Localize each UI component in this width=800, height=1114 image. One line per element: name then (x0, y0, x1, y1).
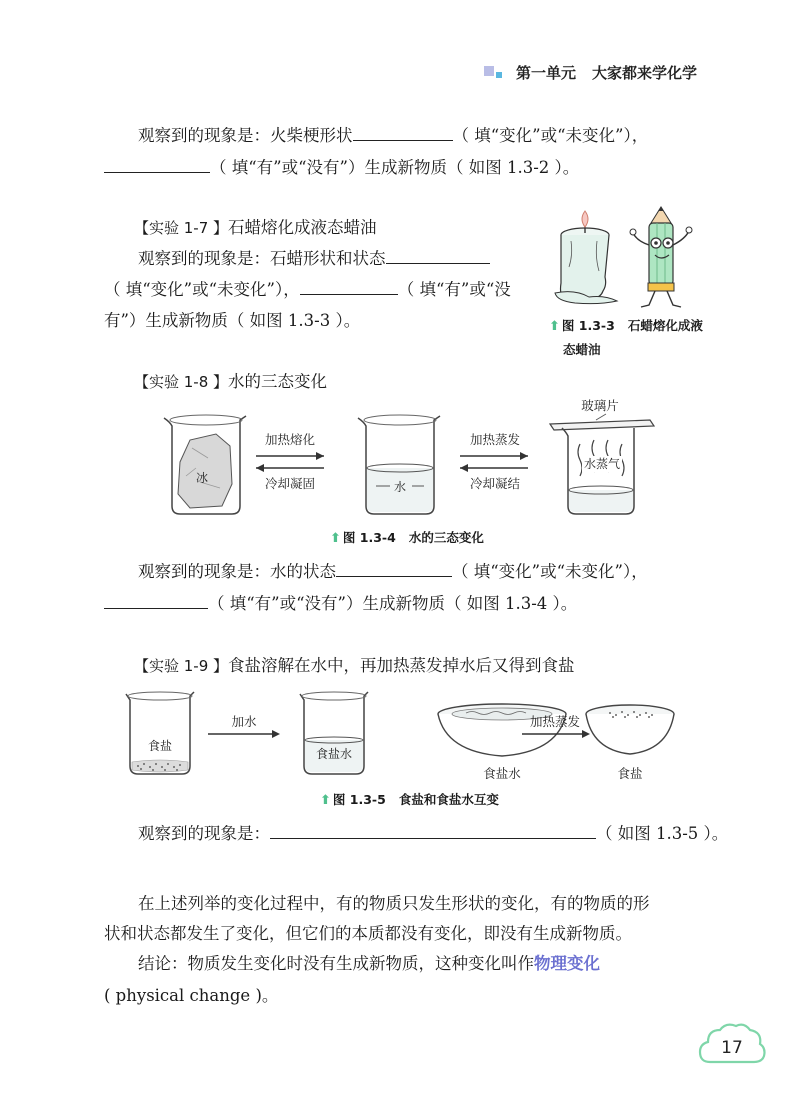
add-water-label: 加水 (231, 714, 257, 729)
summary-line2 (104, 918, 632, 950)
caption-arrow-icon: ⬆ (320, 793, 331, 808)
exp8-blank-1[interactable] (336, 560, 452, 578)
exp8-blank-2[interactable] (104, 592, 208, 610)
salt-water-label: 食盐水 (315, 747, 353, 761)
exp8-label: 【实验 1-8 】 (134, 373, 229, 391)
exp8-hint-1: （ 填“变化”或“未变化”）， (452, 562, 648, 581)
heat-evaporate-label: 加热蒸发 (529, 714, 581, 729)
running-header (484, 62, 697, 83)
arrows-evaporate-condense (460, 432, 528, 491)
exp9-obs-line (138, 818, 728, 850)
exp7-prompt: 观察到的现象是：石蜡形状和状态 (138, 249, 386, 268)
melt-label: 加热熔化 (264, 432, 316, 447)
summary-line3 (138, 948, 600, 980)
beaker-steam (550, 398, 654, 514)
steam-label: 水蒸气 (583, 457, 621, 471)
beaker-salt (126, 692, 194, 774)
summary-line1 (138, 888, 650, 920)
physical-change-english: ( physical change )。 (104, 986, 279, 1005)
summary-text-2: 状和状态都发生了变化，但它们的本质都没有变化，即没有生成新物质。 (104, 924, 632, 943)
fig-1-3-3-caption-line2 (563, 340, 601, 358)
q1-line2 (104, 152, 579, 184)
fig-1-3-3-title-2: 态蜡油 (563, 342, 601, 357)
freeze-label: 冷却凝固 (264, 476, 316, 491)
salt-label: 食盐 (147, 739, 173, 753)
exp9-hint: （ 如图 1.3-5 ）。 (596, 824, 729, 843)
header-unit: 第一单元 (516, 64, 577, 82)
fig-1-3-5-number: 图 1.3-5 (332, 792, 386, 807)
dish-salt-label: 食盐 (617, 766, 643, 781)
arrow-add-water (208, 714, 280, 738)
q1-hint-1: （ 填“变化”或“未变化”）， (452, 126, 649, 145)
exp7-blank-2[interactable] (300, 278, 398, 296)
exp7-label: 【实验 1-7 】 (134, 219, 229, 237)
fig-1-3-5-title: 食盐和食盐水互变 (398, 792, 499, 807)
exp7-hint-2: （ 填“有”或“没 (397, 280, 511, 299)
exp8-hint-2: （ 填“有”或“没有”）生成新物质（ 如图 1.3-4 ）。 (208, 594, 578, 613)
beaker-water (358, 415, 440, 514)
beaker-salt-water (300, 692, 368, 774)
header-chapter-title: 大家都来学化学 (592, 64, 698, 82)
pencil-mascot-icon (630, 207, 692, 307)
exp7-line1 (138, 243, 490, 275)
candle-pencil-illustration (545, 205, 715, 313)
header-title (516, 62, 697, 83)
caption-arrow-icon: ⬆ (330, 531, 341, 546)
fig-1-3-3-title-1: 石蜡熔化成液 (627, 318, 703, 333)
exp7-line3 (104, 305, 360, 337)
q1-line1 (138, 120, 648, 152)
header-decoration-icon (484, 64, 506, 82)
fig-1-3-3-number: 图 1.3-3 (561, 318, 615, 333)
q1-prompt: 观察到的现象是：火柴梗形状 (138, 126, 353, 145)
fig-1-3-4-title: 水的三态变化 (408, 530, 484, 545)
glass-plate-label: 玻璃片 (581, 398, 619, 413)
water-label: 水 (393, 480, 407, 494)
evaporate-label: 加热蒸发 (469, 432, 521, 447)
exp9-label: 【实验 1-9 】 (134, 657, 229, 675)
q1-hint-2: （ 填“有”或“没有”）生成新物质（ 如图 1.3-2 ）。 (210, 158, 580, 177)
exp8-obs-line2 (104, 588, 577, 620)
summary-line4 (104, 980, 278, 1012)
caption-arrow-icon: ⬆ (549, 319, 560, 334)
melting-candle-icon (555, 211, 617, 304)
page-number-badge (696, 1020, 768, 1070)
dish-salt (586, 705, 674, 781)
fig-1-3-5-caption (320, 790, 499, 808)
exp8-prompt: 观察到的现象是：水的状态 (138, 562, 336, 581)
exp7-blank-1[interactable] (386, 247, 490, 265)
fig-1-3-4-number: 图 1.3-4 (342, 530, 396, 545)
conclusion-text: 结论：物质发生变化时没有生成新物质，这种变化叫作 (138, 954, 534, 973)
exp9-prompt: 观察到的现象是： (138, 824, 270, 843)
exp7-line2 (104, 274, 511, 306)
exp9-title: 食盐溶解在水中，再加热蒸发掉水后又得到食盐 (228, 656, 575, 675)
water-three-states-diagram (150, 398, 670, 520)
page-number: 17 (721, 1038, 743, 1058)
exp7-hint-3: 有”）生成新物质（ 如图 1.3-3 ）。 (104, 311, 361, 330)
exp9-heading (134, 650, 575, 682)
exp8-obs-line1 (138, 556, 648, 588)
exp7-heading (134, 212, 377, 244)
condense-label: 冷却凝结 (469, 476, 521, 491)
salt-water-diagram (120, 686, 680, 782)
fig-1-3-4-caption (330, 528, 484, 546)
exp8-title: 水的三态变化 (228, 372, 328, 391)
arrows-melt-freeze (256, 432, 324, 491)
arrow-heat-evaporate (522, 714, 590, 738)
exp7-title: 石蜡熔化成液态蜡油 (228, 218, 377, 237)
ice-label: 冰 (195, 471, 209, 485)
exp7-hint-1: （ 填“变化”或“未变化”）， (104, 280, 300, 299)
exp8-heading (134, 366, 327, 398)
q1-blank-2[interactable] (104, 156, 210, 174)
exp9-blank[interactable] (270, 822, 596, 840)
physical-change-term: 物理变化 (534, 954, 600, 973)
q1-blank-1[interactable] (353, 124, 453, 142)
fig-1-3-3-caption (549, 316, 703, 334)
beaker-ice (164, 415, 246, 514)
dish-salt-water-label: 食盐水 (483, 766, 521, 781)
summary-text-1: 在上述列举的变化过程中，有的物质只发生形状的变化，有的物质的形 (138, 894, 650, 913)
